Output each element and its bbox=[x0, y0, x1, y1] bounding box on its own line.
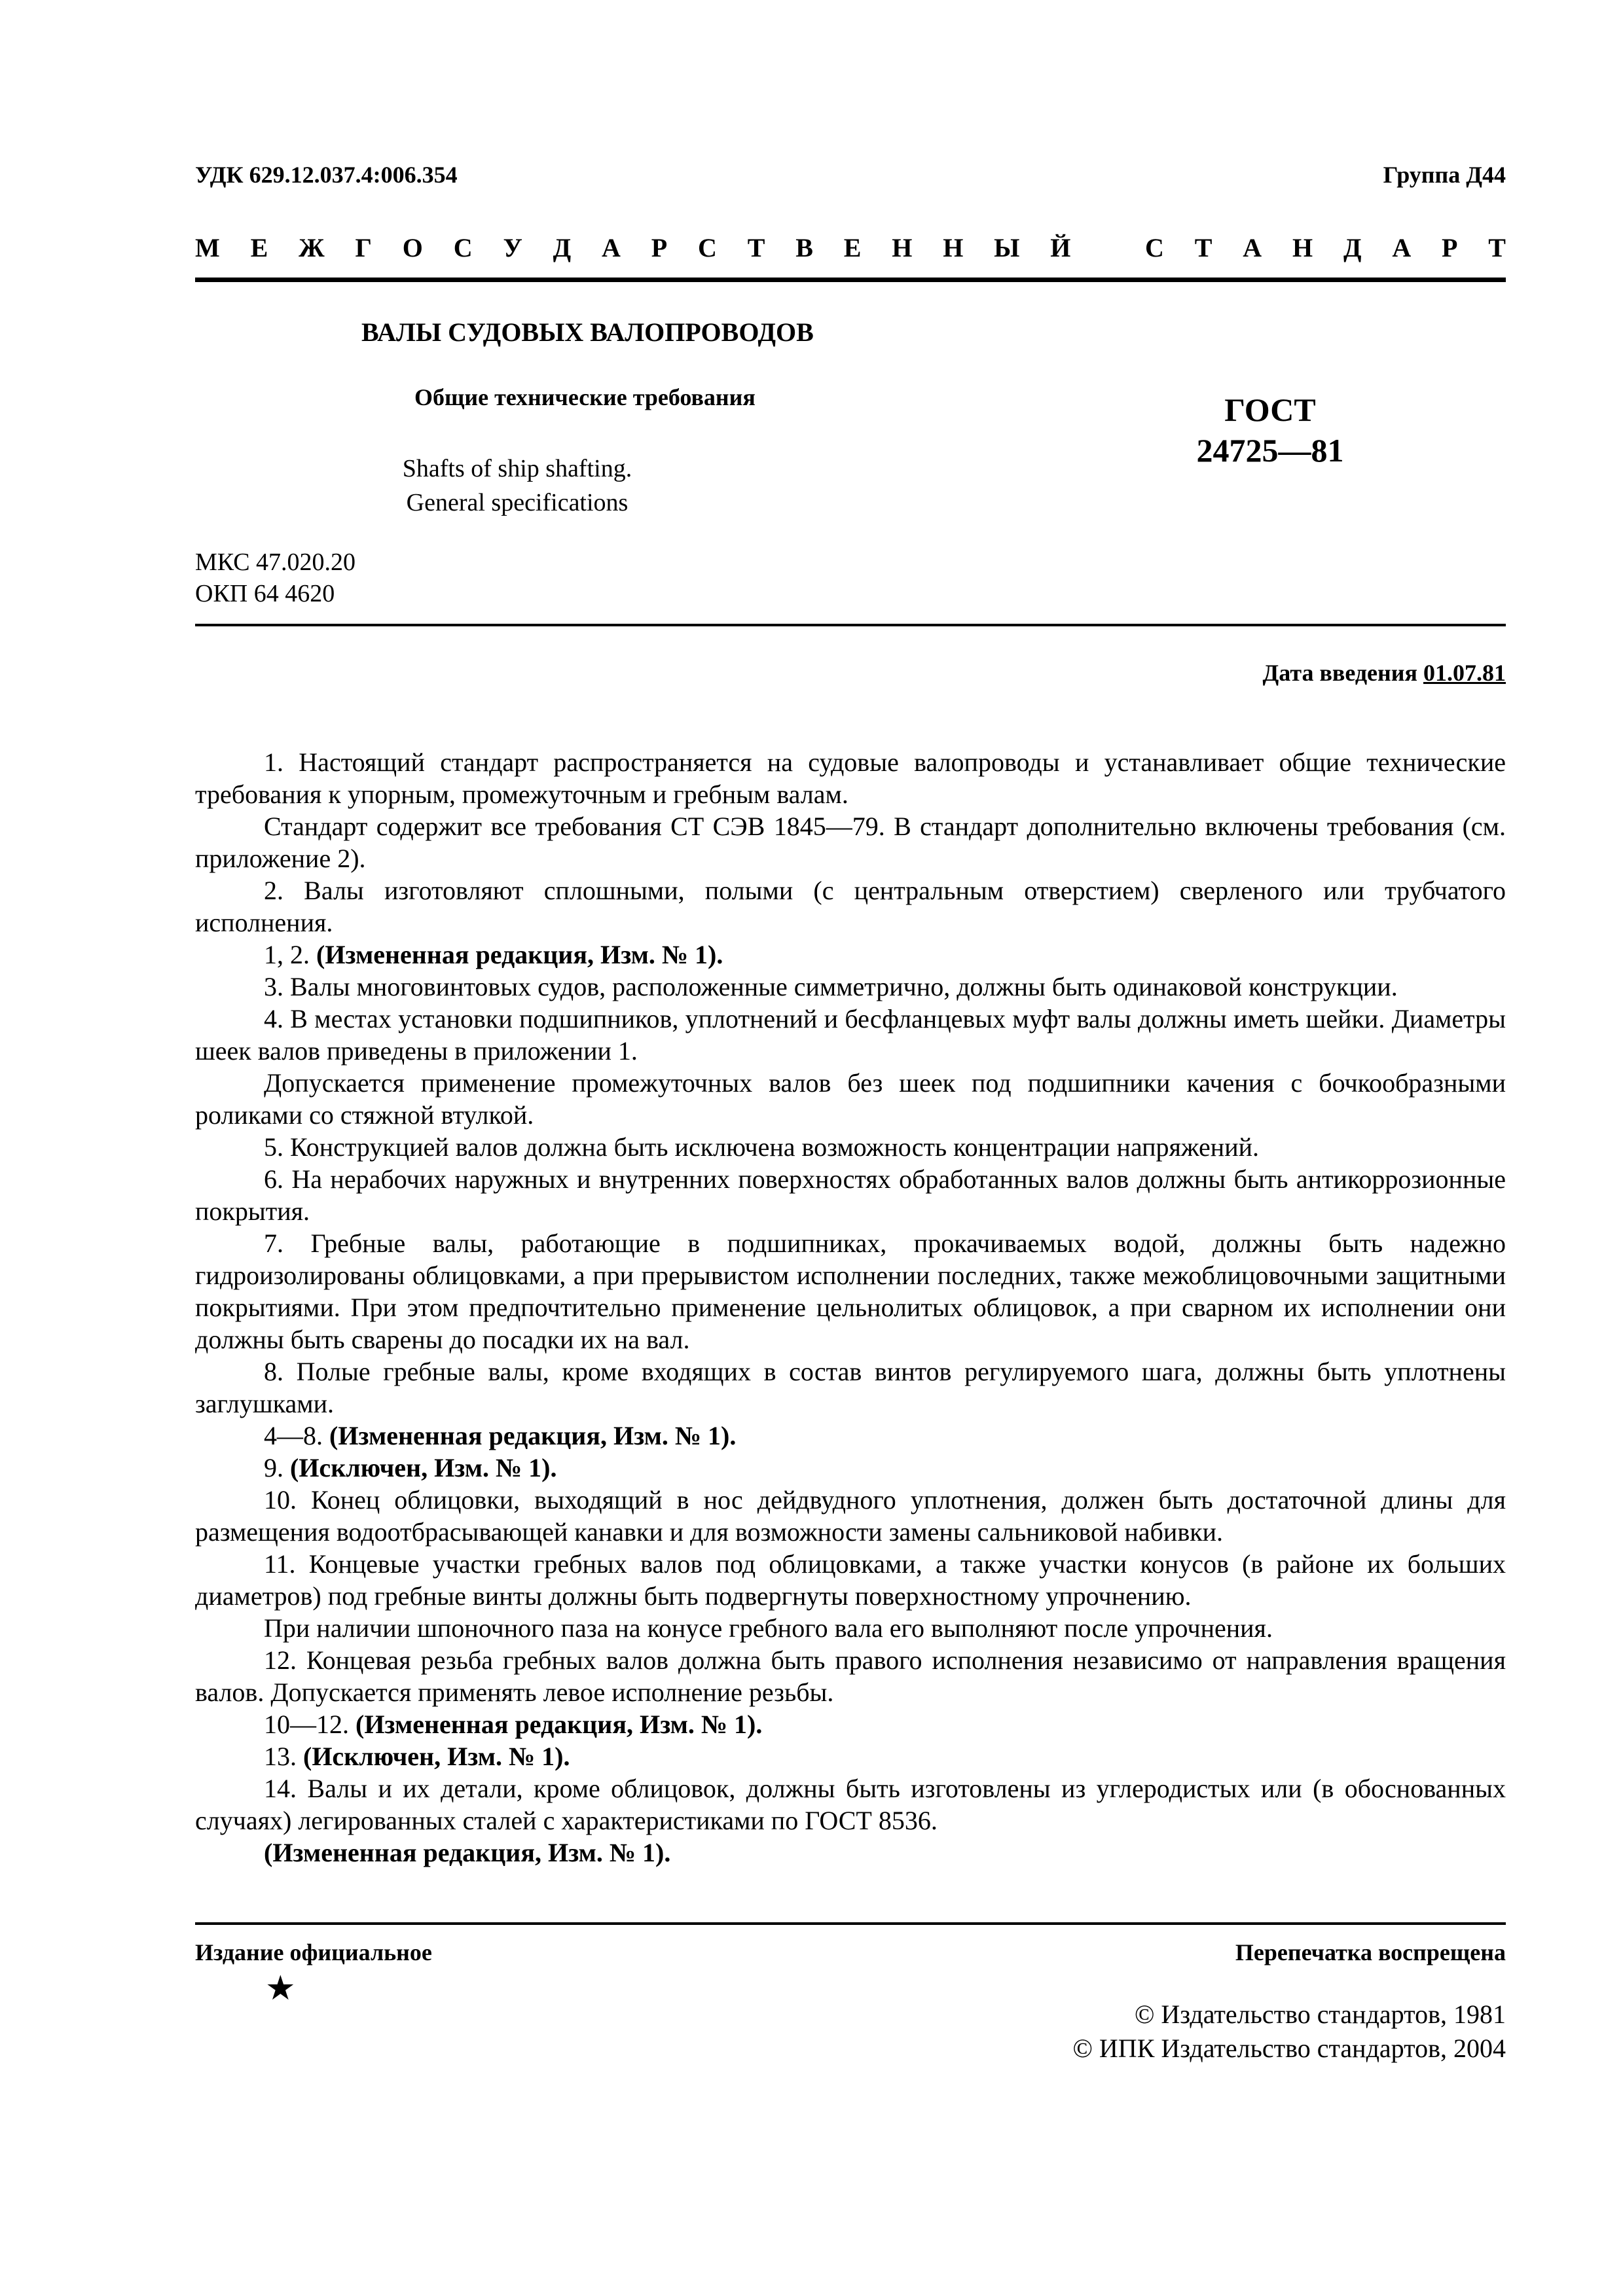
star-icon: ★ bbox=[265, 1969, 296, 2008]
standard-type-heading bbox=[195, 232, 1506, 263]
official-edition: Издание официальное bbox=[195, 1939, 432, 1965]
heading-letter: Н bbox=[943, 233, 964, 262]
paragraph-17: 12. Концевая резьба гребных валов должна быть правого исполнения независимо от направления вращения валов. Допускается применять левое исполнение резьбы. bbox=[195, 1645, 1506, 1707]
heading-letter: Д bbox=[1343, 233, 1362, 262]
copyright-line-2: © ИПК Издательство стандартов, 2004 bbox=[1072, 2034, 1506, 2063]
group-code: Группа Д44 bbox=[1383, 162, 1506, 188]
heading-letter: Т bbox=[1488, 233, 1506, 262]
reprint-prohibited: Перепечатка воспрещена bbox=[1235, 1939, 1506, 1965]
heading-letter: Р bbox=[651, 233, 668, 262]
document-body bbox=[195, 746, 1506, 1869]
note-text: (Измененная редакция, Изм. № 1). bbox=[316, 940, 723, 969]
heading-letter: А bbox=[1392, 233, 1412, 262]
amendment-note-10-12 bbox=[195, 1708, 1506, 1740]
paragraph-15: 11. Концевые участки гребных валов под облицовками, а также участки конусов (в районе их больших диаметров) под гребные винты должны быть подвергнуты поверхностному упрочнению. bbox=[195, 1549, 1506, 1611]
paragraph-2: Стандарт содержит все требования СТ СЭВ 1845—79. В стандарт дополнительно включены требования (см. приложение 2). bbox=[195, 812, 1506, 873]
gost-label: ГОСТ bbox=[1224, 391, 1316, 428]
copyright-block bbox=[1073, 1998, 1506, 2066]
note-number: 4—8. bbox=[264, 1421, 323, 1450]
note-number: 1, 2. bbox=[264, 940, 310, 969]
heading-letter: А bbox=[1243, 233, 1262, 262]
footer-rule bbox=[195, 1922, 1506, 1925]
note-text: (Исключен, Изм. № 1). bbox=[290, 1453, 557, 1482]
heading-letter: С bbox=[1145, 233, 1164, 262]
paragraph-20: 14. Валы и их детали, кроме облицовок, должны быть изготовлены из углеродистых или (в обоснованных случаях) легированных сталей с характеристиками по ГОСТ 8536. bbox=[195, 1774, 1506, 1835]
paragraph-10: 7. Гребные валы, работающие в подшипниках, прокачиваемых водой, должны быть надежно гидроизолированы облицовками, а при прерывистом исполнении последних, также межоблицовочными защитными покрытиями. При этом предпочтительно применение цельнолитых облицовок, а при сварном их исполнении они должны быть сварены до посадки их на вал. bbox=[195, 1229, 1506, 1354]
gost-code: 24725—81 bbox=[1196, 432, 1344, 469]
heading-letter: С bbox=[697, 233, 717, 262]
paragraph-9: 6. На нерабочих наружных и внутренних поверхностях обработанных валов должны быть антикоррозионные покрытия. bbox=[195, 1164, 1506, 1226]
paragraph-14: 10. Конец облицовки, выходящий в нос дейдвудного уплотнения, должен быть достаточной длины для размещения водоотбрасывающей канавки и для возможности замены сальниковой набивки. bbox=[195, 1485, 1506, 1547]
heading-letter: А bbox=[602, 233, 621, 262]
paragraph-5: 3. Валы многовинтовых судов, расположенные симметрично, должны быть одинаковой конструкции. bbox=[264, 972, 1398, 1001]
amendment-note-14: (Измененная редакция, Изм. № 1). bbox=[264, 1838, 671, 1867]
heading-letter: Т bbox=[1194, 233, 1213, 262]
note-number: 10—12. bbox=[264, 1710, 349, 1739]
paragraph-6: 4. В местах установки подшипников, уплотнений и бесфланцевых муфт валы должны иметь шейки. Диаметры шеек валов приведены в приложении 1. bbox=[195, 1004, 1506, 1066]
copyright-line-1: © Издательство стандартов, 1981 bbox=[1134, 2000, 1506, 2029]
heading-letter: В bbox=[795, 233, 813, 262]
note-text: (Измененная редакция, Изм. № 1). bbox=[356, 1710, 763, 1739]
udk-code: УДК 629.12.037.4:006.354 bbox=[195, 162, 458, 188]
heading-letter: Й bbox=[1050, 233, 1071, 262]
amendment-note-4-8 bbox=[195, 1420, 1506, 1452]
excluded-note-9 bbox=[195, 1452, 1506, 1484]
paragraph-3: 2. Валы изготовляют сплошными, полыми (с центральным отверстием) сверленого или трубчатого исполнения. bbox=[195, 876, 1506, 937]
heading-letter: Д bbox=[553, 233, 572, 262]
mks-code: МКС 47.020.20 bbox=[195, 548, 356, 576]
heading-letter: Е bbox=[843, 233, 862, 262]
document-title: ВАЛЫ СУДОВЫХ ВАЛОПРОВОДОВ bbox=[361, 317, 814, 347]
date-label: Дата введения bbox=[1262, 660, 1417, 686]
heading-letter: Ы bbox=[994, 233, 1020, 262]
amendment-note-1-2 bbox=[195, 939, 1506, 971]
date-value: 01.07.81 bbox=[1423, 660, 1506, 686]
paragraph-7: Допускается применение промежуточных валов без шеек под подшипники качения с бочкообразными роликами со стяжной втулкой. bbox=[195, 1068, 1506, 1130]
heading-letter: О bbox=[402, 233, 423, 262]
gost-number bbox=[1113, 389, 1427, 471]
paragraph-11: 8. Полые гребные валы, кроме входящих в состав винтов регулируемого шага, должны быть уплотнены заглушками. bbox=[195, 1357, 1506, 1418]
header-rule bbox=[195, 278, 1506, 282]
okp-code: ОКП 64 4620 bbox=[195, 580, 335, 607]
heading-letter: С bbox=[453, 233, 473, 262]
heading-gap bbox=[1101, 232, 1114, 263]
paragraph-16: При наличии шпоночного паза на конусе гребного вала его выполняют после упрочнения. bbox=[264, 1613, 1273, 1643]
heading-letter: Р bbox=[1442, 233, 1458, 262]
note-number: 13. bbox=[264, 1742, 297, 1771]
document-subtitle: Общие технические требования bbox=[414, 384, 756, 410]
english-title-line-1: Shafts of ship shafting. bbox=[402, 455, 632, 482]
note-text: (Исключен, Изм. № 1). bbox=[303, 1742, 570, 1771]
heading-letter: Т bbox=[747, 233, 765, 262]
classification-codes bbox=[195, 547, 356, 609]
paragraph-8: 5. Конструкцией валов должна быть исключена возможность концентрации напряжений. bbox=[264, 1132, 1259, 1162]
heading-letter: Н bbox=[892, 233, 913, 262]
introduction-date bbox=[1263, 659, 1506, 687]
heading-letter: М bbox=[195, 233, 220, 262]
heading-letter: Е bbox=[250, 233, 268, 262]
paragraph-1: 1. Настоящий стандарт распространяется на судовые валопроводы и устанавливает общие технические требования к упорным, промежуточным и гребным валам. bbox=[195, 747, 1506, 809]
note-number: 9. bbox=[264, 1453, 283, 1482]
codes-rule bbox=[195, 624, 1506, 626]
note-text: (Измененная редакция, Изм. № 1). bbox=[329, 1421, 737, 1450]
excluded-note-13 bbox=[195, 1740, 1506, 1772]
english-title bbox=[327, 452, 707, 520]
heading-letter: Н bbox=[1292, 233, 1313, 262]
heading-letter: Г bbox=[355, 233, 372, 262]
heading-letter: У bbox=[503, 233, 522, 262]
english-title-line-2: General specifications bbox=[406, 489, 629, 516]
heading-letter: Ж bbox=[299, 233, 325, 262]
